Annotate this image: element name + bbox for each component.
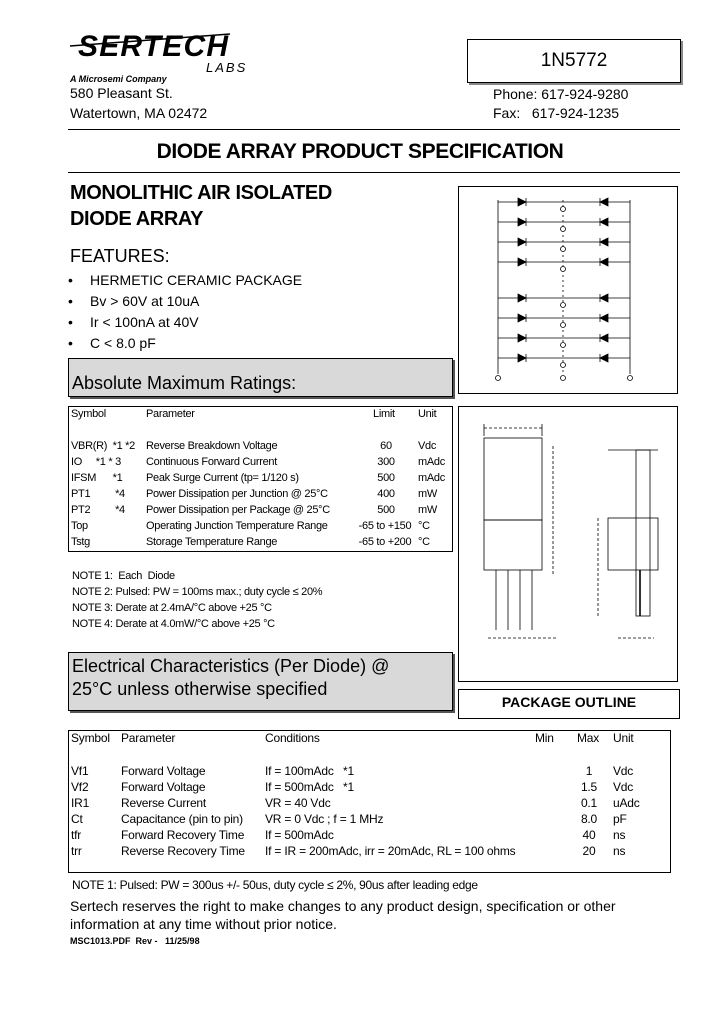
col-symbol: Symbol bbox=[71, 731, 110, 745]
abs-limit: -65 to +200 bbox=[358, 536, 412, 548]
feature-item: • HERMETIC CERAMIC PACKAGE bbox=[68, 272, 303, 288]
absolute-max-header-box bbox=[68, 406, 453, 439]
sertech-logo bbox=[70, 26, 260, 76]
elec-unit: ns bbox=[613, 828, 626, 842]
abs-unit: mAdc bbox=[418, 456, 445, 468]
package-outline-label: PACKAGE OUTLINE bbox=[501, 694, 637, 710]
feature-item: • C < 8.0 pF bbox=[68, 335, 156, 351]
electrical-heading-box bbox=[68, 652, 453, 711]
elec-max: 1 bbox=[585, 764, 593, 778]
features-heading: FEATURES: bbox=[70, 246, 170, 266]
elec-parameter: Forward Voltage bbox=[121, 780, 206, 794]
elec-parameter: Reverse Current bbox=[121, 796, 207, 810]
abs-symbol: PT1 *4 bbox=[71, 488, 125, 500]
address-line-1: 580 Pleasant St. bbox=[70, 85, 173, 101]
disclaimer-line-2: information at any time without prior notice. bbox=[70, 916, 337, 932]
elec-conditions: If = 500mAdc *1 bbox=[265, 780, 354, 794]
abs-symbol: Tstg bbox=[71, 536, 90, 548]
abs-symbol: IFSM *1 bbox=[71, 472, 123, 484]
abs-unit: °C bbox=[418, 536, 430, 548]
elec-parameter: Reverse Recovery Time bbox=[121, 844, 245, 858]
abs-parameter: Operating Junction Temperature Range bbox=[146, 520, 328, 532]
electrical-heading-line-1: Electrical Characteristics (Per Diode) @ bbox=[72, 656, 390, 676]
elec-unit: pF bbox=[613, 812, 627, 826]
elec-max: 8.0 bbox=[580, 812, 598, 826]
col-unit: Unit bbox=[613, 731, 634, 745]
abs-unit: mAdc bbox=[418, 472, 445, 484]
elec-conditions: VR = 40 Vdc bbox=[265, 796, 331, 810]
part-number-box bbox=[467, 39, 681, 83]
elec-parameter: Capacitance (pin to pin) bbox=[121, 812, 243, 826]
elec-max: 40 bbox=[582, 828, 596, 842]
col-unit: Unit bbox=[418, 408, 437, 420]
feature-item: • Ir < 100nA at 40V bbox=[68, 314, 199, 330]
package-outline-drawing bbox=[458, 406, 678, 682]
abs-note-1: NOTE 1: Each Diode bbox=[72, 570, 175, 582]
phone: Phone: 617-924-9280 bbox=[493, 86, 629, 102]
elec-unit: Vdc bbox=[613, 764, 634, 778]
abs-limit: 400 bbox=[377, 488, 395, 500]
col-conditions: Conditions bbox=[265, 731, 320, 745]
abs-parameter: Power Dissipation per Junction @ 25°C bbox=[146, 488, 328, 500]
diode-array-schematic bbox=[458, 186, 678, 394]
abs-limit: -65 to +150 bbox=[358, 520, 412, 532]
abs-note-2: NOTE 2: Pulsed: PW = 100ms max.; duty cycle ≤ 20% bbox=[72, 586, 323, 598]
revision: MSC1013.PDF Rev - 11/25/98 bbox=[70, 936, 200, 946]
col-parameter: Parameter bbox=[146, 408, 195, 420]
company-tagline: A Microsemi Company bbox=[70, 74, 167, 84]
abs-parameter: Peak Surge Current (tp= 1/120 s) bbox=[146, 472, 299, 484]
part-number: 1N5772 bbox=[540, 50, 608, 71]
features-list bbox=[68, 270, 302, 354]
svg-text:LABS: LABS bbox=[206, 60, 248, 75]
elec-symbol: Ct bbox=[71, 812, 83, 826]
elec-max: 20 bbox=[582, 844, 596, 858]
abs-note-4: NOTE 4: Derate at 4.0mW/°C above +25 °C bbox=[72, 618, 275, 630]
abs-limit: 300 bbox=[377, 456, 395, 468]
elec-conditions: VR = 0 Vdc ; f = 1 MHz bbox=[265, 812, 384, 826]
col-limit: Limit bbox=[373, 408, 395, 420]
electrical-heading-line-2: 25°C unless otherwise specified bbox=[72, 679, 328, 699]
abs-parameter: Storage Temperature Range bbox=[146, 536, 278, 548]
elec-unit: uAdc bbox=[613, 796, 640, 810]
elec-conditions: If = 500mAdc bbox=[265, 828, 334, 842]
abs-limit: 500 bbox=[377, 504, 395, 516]
elec-symbol: Vf2 bbox=[71, 780, 89, 794]
elec-max: 0.1 bbox=[580, 796, 598, 810]
col-min: Min bbox=[535, 731, 554, 745]
col-max: Max bbox=[577, 731, 600, 745]
absolute-max-heading-box bbox=[68, 358, 453, 397]
absolute-max-heading: Absolute Maximum Ratings: bbox=[72, 373, 297, 393]
document-title: DIODE ARRAY PRODUCT SPECIFICATION bbox=[156, 140, 564, 163]
abs-symbol: PT2 *4 bbox=[71, 504, 125, 516]
abs-parameter: Reverse Breakdown Voltage bbox=[146, 440, 278, 452]
title-rule bbox=[68, 172, 680, 173]
elec-conditions: If = IR = 200mAdc, irr = 20mAdc, RL = 100 ohms bbox=[265, 844, 516, 858]
abs-symbol: VBR(R) *1 *2 bbox=[71, 440, 135, 452]
top-rule bbox=[68, 129, 680, 130]
col-symbol: Symbol bbox=[71, 408, 106, 420]
col-parameter: Parameter bbox=[121, 731, 176, 745]
abs-parameter: Continuous Forward Current bbox=[146, 456, 277, 468]
abs-unit: mW bbox=[418, 504, 437, 516]
abs-unit: mW bbox=[418, 488, 437, 500]
electrical-note: NOTE 1: Pulsed: PW = 300us +/- 50us, duty cycle ≤ 2%, 90us after leading edge bbox=[72, 878, 478, 892]
elec-symbol: IR1 bbox=[71, 796, 90, 810]
elec-parameter: Forward Recovery Time bbox=[121, 828, 245, 842]
feature-item: • Bv > 60V at 10uA bbox=[68, 293, 200, 309]
elec-max: 1.5 bbox=[580, 780, 598, 794]
abs-limit: 60 bbox=[380, 440, 392, 452]
elec-symbol: trr bbox=[71, 844, 82, 858]
abs-unit: °C bbox=[418, 520, 430, 532]
abs-symbol: Top bbox=[71, 520, 88, 532]
package-outline-label-box bbox=[458, 689, 680, 719]
abs-symbol: IO *1 * 3 bbox=[71, 456, 121, 468]
product-title-line-1: MONOLITHIC AIR ISOLATED bbox=[70, 182, 332, 204]
abs-parameter: Power Dissipation per Package @ 25°C bbox=[146, 504, 330, 516]
elec-conditions: If = 100mAdc *1 bbox=[265, 764, 354, 778]
elec-parameter: Forward Voltage bbox=[121, 764, 206, 778]
disclaimer-line-1: Sertech reserves the right to make changes to any product design, specification or other bbox=[70, 898, 616, 914]
elec-unit: ns bbox=[613, 844, 626, 858]
abs-unit: Vdc bbox=[418, 440, 437, 452]
svg-text:SERTECH: SERTECH bbox=[78, 30, 228, 63]
abs-limit: 500 bbox=[377, 472, 395, 484]
elec-symbol: Vf1 bbox=[71, 764, 89, 778]
elec-symbol: tfr bbox=[71, 828, 82, 842]
fax: Fax: 617-924-1235 bbox=[493, 105, 620, 121]
elec-unit: Vdc bbox=[613, 780, 634, 794]
abs-note-3: NOTE 3: Derate at 2.4mA/°C above +25 °C bbox=[72, 602, 272, 614]
address-line-2: Watertown, MA 02472 bbox=[70, 105, 208, 121]
product-title-line-2: DIODE ARRAY bbox=[70, 208, 204, 230]
